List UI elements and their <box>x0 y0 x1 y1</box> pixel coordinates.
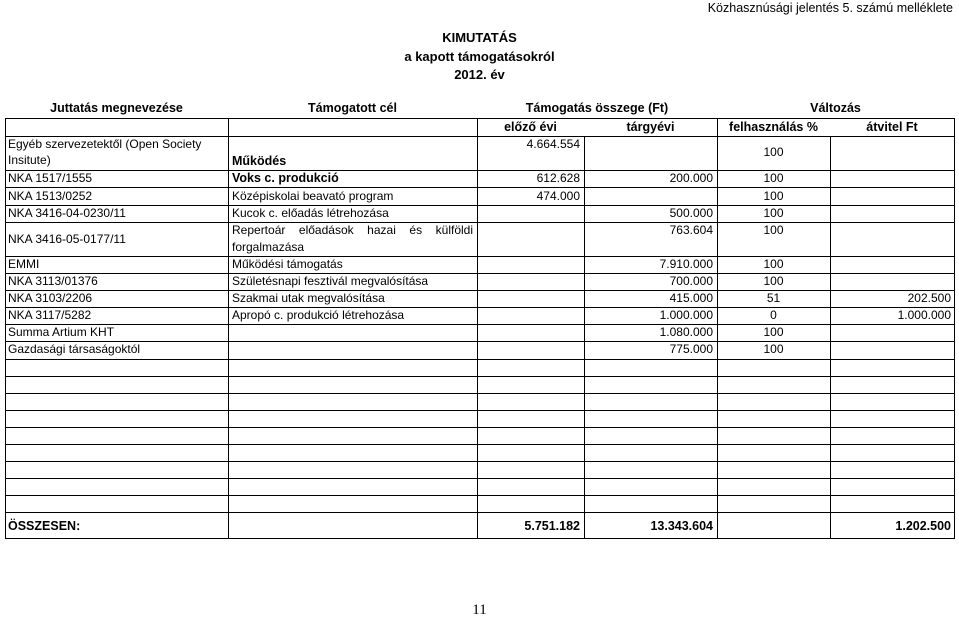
row-goal: Középiskolai beavató program <box>232 189 394 203</box>
rule <box>5 512 955 513</box>
row-prev: 4.664.554 <box>526 137 580 151</box>
row-name: Insitute) <box>8 153 51 167</box>
row-use: 100 <box>763 257 784 271</box>
column-header-curr: tárgyévi <box>626 120 675 134</box>
row-goal: Kucok c. előadás létrehozása <box>232 206 389 220</box>
column-header-goal: Támogatott cél <box>308 101 397 115</box>
row-goal: Repertoár előadások hazai és külföldi <box>232 223 473 237</box>
row-name: EMMI <box>8 257 40 271</box>
row-use: 100 <box>763 325 784 339</box>
row-use: 51 <box>766 291 781 305</box>
row-curr: 700.000 <box>669 274 713 288</box>
row-curr: 7.910.000 <box>659 257 713 271</box>
total-curr: 13.343.604 <box>650 519 713 533</box>
row-transfer: 202.500 <box>907 291 951 305</box>
row-use: 0 <box>770 308 777 322</box>
row-transfer: 1.000.000 <box>897 308 951 322</box>
total-label: ÖSSZESEN: <box>8 519 81 533</box>
rule <box>228 118 229 539</box>
rule <box>5 427 955 428</box>
row-name: NKA 1513/0252 <box>8 189 93 203</box>
row-use: 100 <box>763 274 784 288</box>
column-header-change: Változás <box>810 101 861 115</box>
rule <box>954 118 955 539</box>
rule <box>5 461 955 462</box>
row-goal: Apropó c. produkció létrehozása <box>232 308 405 322</box>
rule <box>5 538 955 539</box>
total-transfer: 1.202.500 <box>895 519 951 533</box>
document-title: KIMUTATÁS <box>442 30 517 45</box>
rule <box>830 136 831 539</box>
rule <box>5 118 6 539</box>
row-name: NKA 3416-05-0177/11 <box>8 232 126 246</box>
row-name: Gazdasági társaságoktól <box>8 342 141 356</box>
rule <box>5 478 955 479</box>
row-goal: forgalmazása <box>232 240 305 254</box>
rule <box>5 359 955 360</box>
rule <box>5 187 955 188</box>
annex-note: Közhasznúsági jelentés 5. számú melléklete <box>707 1 953 15</box>
column-header-prev: előző évi <box>504 120 557 134</box>
row-name: NKA 3103/2206 <box>8 291 93 305</box>
rule <box>5 410 955 411</box>
column-header-transfer: átvitel Ft <box>866 120 918 134</box>
row-use: 100 <box>763 342 784 356</box>
row-curr: 1.080.000 <box>659 325 713 339</box>
row-curr: 775.000 <box>669 342 713 356</box>
document-year: 2012. év <box>454 67 505 82</box>
row-goal: Voks c. produkció <box>232 171 339 185</box>
row-use: 100 <box>763 223 784 237</box>
column-header-name: Juttatás megnevezése <box>50 101 183 115</box>
rule <box>5 376 955 377</box>
row-use: 100 <box>763 145 784 159</box>
row-prev: 474.000 <box>536 189 580 203</box>
rule <box>5 444 955 445</box>
row-curr: 763.604 <box>669 223 713 237</box>
row-curr: 1.000.000 <box>659 308 713 322</box>
rule <box>5 393 955 394</box>
row-name: NKA 3416-04-0230/11 <box>8 206 126 220</box>
row-goal: Szakmai utak megvalósítása <box>232 291 385 305</box>
row-name: NKA 3113/01376 <box>8 274 98 288</box>
rule <box>5 495 955 496</box>
rule <box>5 118 955 119</box>
column-header-use: felhasználás % <box>729 120 818 134</box>
row-name: Egyéb szervezetektől (Open Society <box>8 137 202 151</box>
row-use: 100 <box>763 189 784 203</box>
row-name: Summa Artium KHT <box>8 325 115 339</box>
row-goal: Működés <box>232 154 287 168</box>
row-goal: Működési támogatás <box>232 257 343 271</box>
row-name: NKA 1517/1555 <box>8 171 93 185</box>
row-curr: 200.000 <box>669 171 713 185</box>
row-use: 100 <box>763 206 784 220</box>
row-goal: Születésnapi fesztivál megvalósítása <box>232 274 429 288</box>
page-number: 11 <box>472 602 487 618</box>
total-prev: 5.751.182 <box>524 519 580 533</box>
row-use: 100 <box>763 171 784 185</box>
row-curr: 415.000 <box>669 291 713 305</box>
row-prev: 612.628 <box>536 171 580 185</box>
document-subtitle: a kapott támogatásokról <box>404 49 555 64</box>
row-name: NKA 3117/5282 <box>8 308 92 322</box>
row-curr: 500.000 <box>669 206 713 220</box>
column-header-amount: Támogatás összege (Ft) <box>525 101 669 115</box>
